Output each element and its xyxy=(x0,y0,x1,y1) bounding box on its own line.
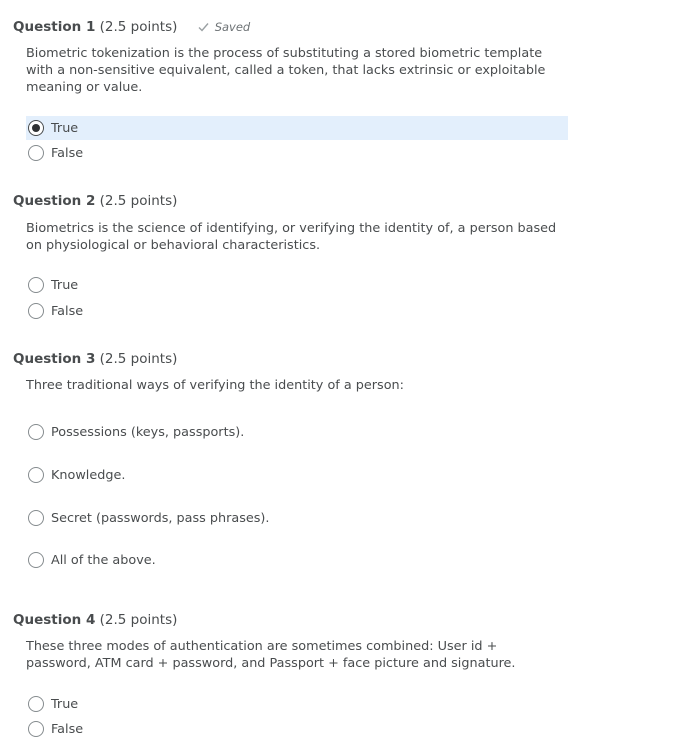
radio-button[interactable] xyxy=(28,721,44,737)
question-text: Biometrics is the science of identifying, or verifying the identity of, a person based on physiological or behavioral characteristics. xyxy=(26,221,557,253)
option-possessions[interactable] xyxy=(26,420,568,444)
saved-label: Saved xyxy=(214,20,251,34)
radio-button[interactable] xyxy=(28,120,44,136)
option-knowledge[interactable] xyxy=(26,463,568,487)
question-title: Question 1 xyxy=(13,19,96,35)
option-label: False xyxy=(51,303,84,319)
option-true[interactable] xyxy=(26,273,568,297)
option-label: True xyxy=(51,277,79,293)
question-points: (2.5 points) xyxy=(99,193,178,209)
radio-button[interactable] xyxy=(28,145,44,161)
option-label: False xyxy=(51,145,84,161)
option-false[interactable] xyxy=(26,717,568,741)
option-label: False xyxy=(51,721,84,737)
question-text: Three traditional ways of verifying the identity of a person: xyxy=(26,378,404,393)
option-false[interactable] xyxy=(26,299,568,323)
question-header xyxy=(13,17,250,37)
option-true[interactable] xyxy=(26,692,568,716)
question-title: Question 2 xyxy=(13,193,96,209)
radio-button[interactable] xyxy=(28,277,44,293)
question-text: Biometric tokenization is the process of substituting a stored biometric template with a non-sensitive equivalent, called a token, that lacks extrinsic or exploitable meaning or value. xyxy=(26,46,546,95)
option-all-of-the-above[interactable] xyxy=(26,548,568,572)
radio-button[interactable] xyxy=(28,424,44,440)
option-label: True xyxy=(51,696,79,712)
option-true[interactable] xyxy=(26,116,568,140)
check-icon xyxy=(198,22,209,32)
question-points: (2.5 points) xyxy=(99,19,178,35)
question-header xyxy=(13,610,177,630)
radio-button[interactable] xyxy=(28,467,44,483)
radio-button[interactable] xyxy=(28,303,44,319)
option-label: All of the above. xyxy=(51,552,156,568)
question-points: (2.5 points) xyxy=(99,612,178,628)
question-text: These three modes of authentication are sometimes combined: User id + password, ATM card + password, and Passport + face picture and signature. xyxy=(26,639,516,671)
question-header xyxy=(13,349,177,369)
option-label: Knowledge. xyxy=(51,467,126,483)
radio-button[interactable] xyxy=(28,510,44,526)
option-false[interactable] xyxy=(26,141,568,165)
option-label: Possessions (keys, passports). xyxy=(51,424,245,440)
option-label: Secret (passwords, pass phrases). xyxy=(51,510,270,526)
question-title: Question 4 xyxy=(13,612,96,628)
option-secret[interactable] xyxy=(26,506,568,530)
option-label: True xyxy=(51,120,79,136)
saved-status xyxy=(198,17,251,37)
radio-button[interactable] xyxy=(28,552,44,568)
question-header xyxy=(13,191,177,211)
radio-button[interactable] xyxy=(28,696,44,712)
question-points: (2.5 points) xyxy=(99,351,178,367)
question-title: Question 3 xyxy=(13,351,96,367)
